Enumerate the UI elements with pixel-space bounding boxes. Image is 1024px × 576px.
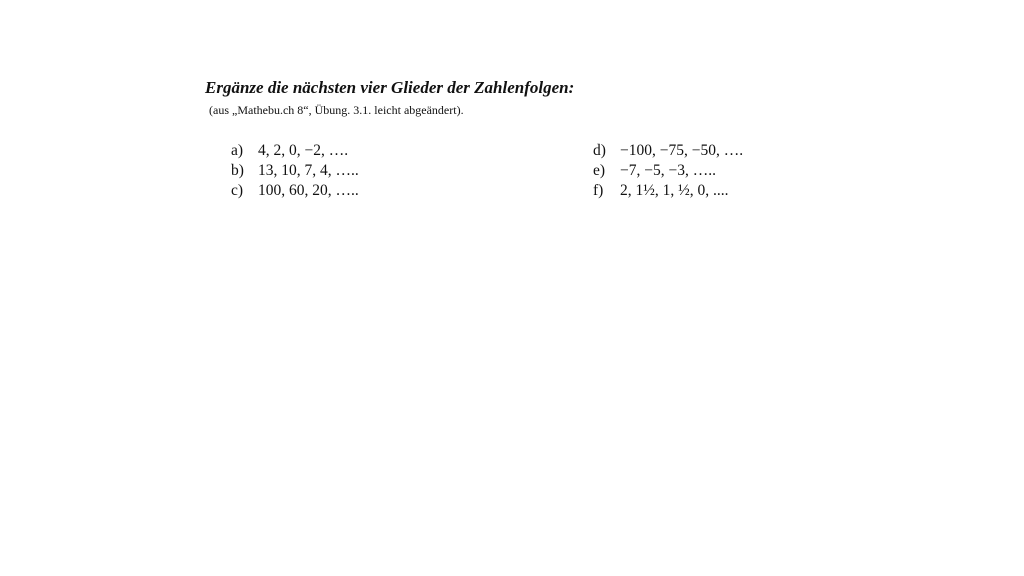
sequence-text: −100, −75, −50, …. (620, 142, 744, 159)
sequence-text: 13, 10, 7, 4, ….. (258, 162, 359, 179)
sequence-item-e (593, 161, 743, 181)
sequence-text: −7, −5, −3, ….. (620, 162, 716, 179)
sequence-label: d) (593, 142, 606, 159)
sequence-item-a (231, 141, 359, 161)
sequence-item-b (231, 161, 359, 181)
sequence-text: 100, 60, 20, ….. (258, 182, 359, 199)
sequence-label: e) (593, 162, 606, 179)
sequence-column-right (593, 141, 743, 201)
sequence-text: 4, 2, 0, −2, …. (258, 142, 349, 159)
sequence-label: f) (593, 182, 604, 199)
sequence-label: b) (231, 162, 244, 179)
sequence-label: c) (231, 182, 244, 199)
sequence-label: a) (231, 142, 244, 159)
sequence-item-d (593, 141, 743, 161)
sequence-column-left (231, 141, 359, 201)
sequence-item-c (231, 181, 359, 201)
sequence-item-f (593, 181, 743, 201)
source-note: (aus „Mathebu.ch 8“, Übung. 3.1. leicht abgeändert). (209, 103, 464, 117)
sequence-text: 2, 1½, 1, ½, 0, .... (620, 182, 729, 199)
worksheet-title: Ergänze die nächsten vier Glieder der Zahlenfolgen: (205, 78, 575, 97)
